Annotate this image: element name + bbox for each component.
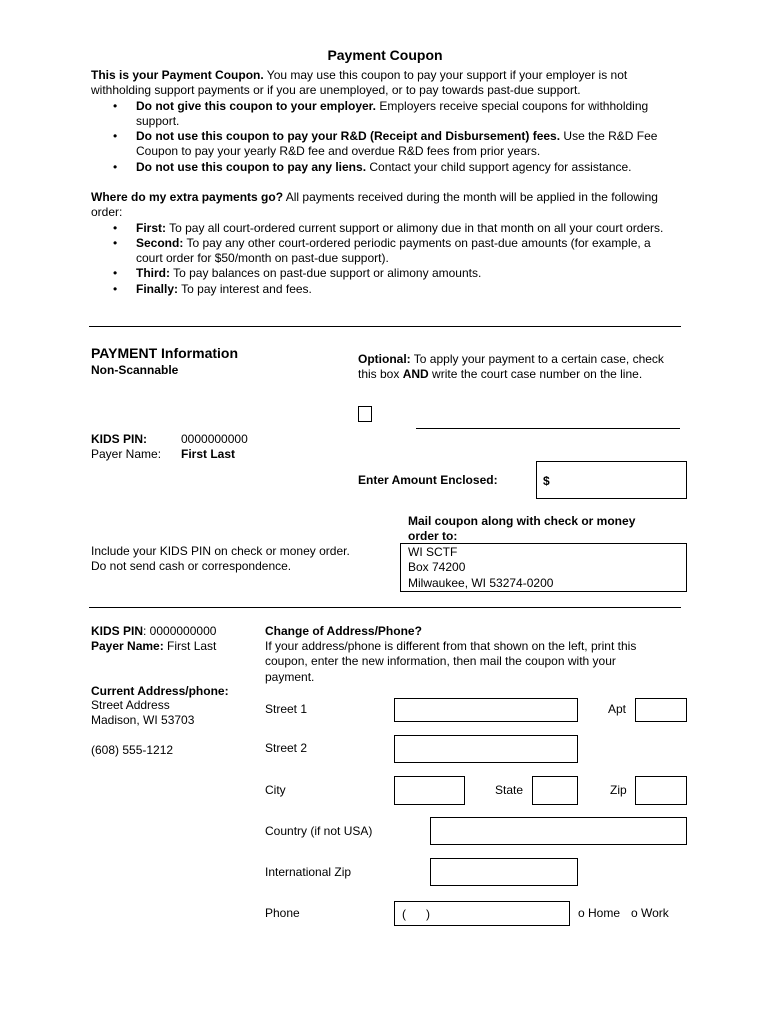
bullet-icon: • bbox=[113, 98, 118, 113]
list-item bbox=[113, 129, 671, 160]
list-item bbox=[113, 235, 671, 267]
intl-zip-label: International Zip bbox=[265, 865, 352, 879]
stub-payer-name bbox=[91, 639, 216, 653]
list-item bbox=[113, 266, 671, 281]
bullet-bold: Do not use this coupon to pay your R&D (Receipt and Disbursement) fees. bbox=[136, 129, 561, 144]
current-street: Street Address bbox=[91, 698, 170, 712]
amount-input[interactable] bbox=[536, 461, 687, 499]
phone-mask: ( ) bbox=[402, 907, 430, 921]
list-item bbox=[113, 98, 671, 130]
include-note: Include your KIDS PIN on check or money order. Do not send cash or correspondence. bbox=[91, 544, 350, 574]
city-input[interactable] bbox=[394, 776, 465, 805]
mail-address-line: WI SCTF bbox=[408, 545, 458, 559]
divider bbox=[89, 326, 681, 327]
mail-label: Mail coupon along with check or money order to: bbox=[408, 514, 636, 544]
list-item bbox=[113, 159, 671, 175]
phone-label: Phone bbox=[265, 906, 300, 920]
bullet-text: To pay any other court-ordered periodic payments on past-due amounts (for example, a court order for $50/month on past-due support). bbox=[136, 235, 651, 266]
optional-label: Optional: bbox=[358, 352, 411, 366]
bullet-bold: Do not use this coupon to pay any liens. bbox=[136, 159, 367, 174]
page-title: Payment Coupon bbox=[327, 47, 443, 63]
stub-payer-name-label: Payer Name: bbox=[91, 639, 164, 653]
bullet-text: To pay interest and fees. bbox=[178, 281, 312, 296]
bullet-text: Use the R&D Fee Coupon to pay your yearly R&D fee and overdue R&D fees from prior years. bbox=[136, 129, 658, 159]
case-checkbox[interactable] bbox=[358, 406, 372, 422]
stub-payer-name-value: First Last bbox=[163, 639, 217, 653]
mail-address-line: Milwaukee, WI 53274-0200 bbox=[408, 575, 554, 590]
mail-address-box bbox=[400, 543, 687, 592]
intl-zip-input[interactable] bbox=[430, 858, 578, 886]
zip-label: Zip bbox=[610, 783, 627, 797]
bullet-icon: • bbox=[113, 159, 118, 174]
mail-address-line: Box 74200 bbox=[408, 560, 466, 575]
current-phone: (608) 555-1212 bbox=[91, 743, 174, 757]
bullet-text: Contact your child support agency for assistance. bbox=[366, 159, 632, 174]
bullet-text: Employers receive special coupons for withholding support. bbox=[136, 98, 649, 128]
bullet-text: To pay balances on past-due support or alimony amounts. bbox=[170, 266, 482, 281]
currency-symbol: $ bbox=[543, 474, 550, 488]
bullet-bold: First: bbox=[136, 220, 166, 235]
country-label: Country (if not USA) bbox=[265, 824, 373, 838]
optional-text-end: write the court case number on the line. bbox=[428, 367, 643, 382]
city-label: City bbox=[265, 783, 286, 797]
bullet-icon: • bbox=[113, 235, 118, 250]
kids-pin-label: KIDS PIN: bbox=[91, 432, 148, 446]
bullet-icon: • bbox=[113, 220, 118, 235]
stub-kids-pin-value: : 0000000000 bbox=[143, 624, 217, 638]
divider bbox=[89, 607, 681, 608]
street2-label: Street 2 bbox=[265, 741, 308, 755]
list-item bbox=[113, 281, 671, 297]
bullet-icon: • bbox=[113, 266, 118, 281]
work-option[interactable]: o Work bbox=[631, 906, 669, 920]
phone-input[interactable] bbox=[394, 901, 570, 926]
bullet-bold: Second: bbox=[136, 235, 184, 250]
optional-and: AND bbox=[402, 367, 429, 382]
bullet-icon: • bbox=[113, 281, 118, 296]
apt-input[interactable] bbox=[635, 698, 687, 722]
extra-text: All payments received during the month will be applied in the following order: bbox=[91, 190, 658, 220]
intro-section bbox=[91, 68, 671, 175]
kids-pin-value: 0000000000 bbox=[181, 432, 248, 446]
intro-bullets bbox=[113, 98, 671, 175]
current-city: Madison, WI 53703 bbox=[91, 713, 195, 727]
extra-lead: Where do my extra payments go? bbox=[91, 190, 284, 204]
current-address-label: Current Address/phone: bbox=[91, 684, 229, 698]
street1-input[interactable] bbox=[394, 698, 578, 722]
amount-label: Enter Amount Enclosed: bbox=[358, 473, 498, 487]
stub-kids-pin-label: KIDS PIN bbox=[91, 624, 144, 638]
optional-text: To apply your payment to a certain case, check this box bbox=[358, 352, 664, 382]
list-item bbox=[113, 220, 671, 236]
change-text: If your address/phone is different from that shown on the left, print this coupon, enter the new information, then mail the coupon with your payment. bbox=[265, 639, 637, 684]
intro-paragraph bbox=[91, 68, 671, 99]
apt-label: Apt bbox=[608, 702, 627, 716]
bullet-bold: Do not give this coupon to your employer. bbox=[136, 98, 377, 113]
bullet-text: To pay all court-ordered current support or alimony due in that month on all your court orders. bbox=[166, 220, 664, 235]
payer-name-value: First Last bbox=[181, 447, 236, 461]
payment-subheading: Non-Scannable bbox=[91, 363, 179, 377]
stub-kids-pin bbox=[91, 624, 216, 638]
country-input[interactable] bbox=[430, 817, 687, 845]
bullet-icon: • bbox=[113, 129, 118, 144]
extra-payments-section bbox=[91, 190, 671, 297]
home-option[interactable]: o Home bbox=[578, 906, 621, 920]
payer-name-label: Payer Name: bbox=[91, 447, 162, 461]
bullet-bold: Finally: bbox=[136, 281, 179, 296]
payment-heading: PAYMENT Information bbox=[91, 345, 239, 361]
state-input[interactable] bbox=[532, 776, 578, 805]
street2-input[interactable] bbox=[394, 735, 578, 763]
zip-input[interactable] bbox=[635, 776, 687, 805]
change-heading: Change of Address/Phone? bbox=[265, 624, 422, 638]
extra-paragraph bbox=[91, 190, 671, 221]
street1-label: Street 1 bbox=[265, 702, 308, 716]
case-number-line[interactable] bbox=[416, 428, 680, 429]
optional-note bbox=[358, 352, 678, 383]
intro-text: You may use this coupon to pay your support if your employer is not withholding support payments or if you are unemployed, or to pay towards past-due support. bbox=[91, 68, 628, 98]
bullet-bold: Third: bbox=[136, 266, 170, 281]
intro-lead: This is your Payment Coupon. bbox=[91, 68, 264, 82]
extra-bullets bbox=[113, 220, 671, 297]
state-label: State bbox=[495, 783, 524, 797]
